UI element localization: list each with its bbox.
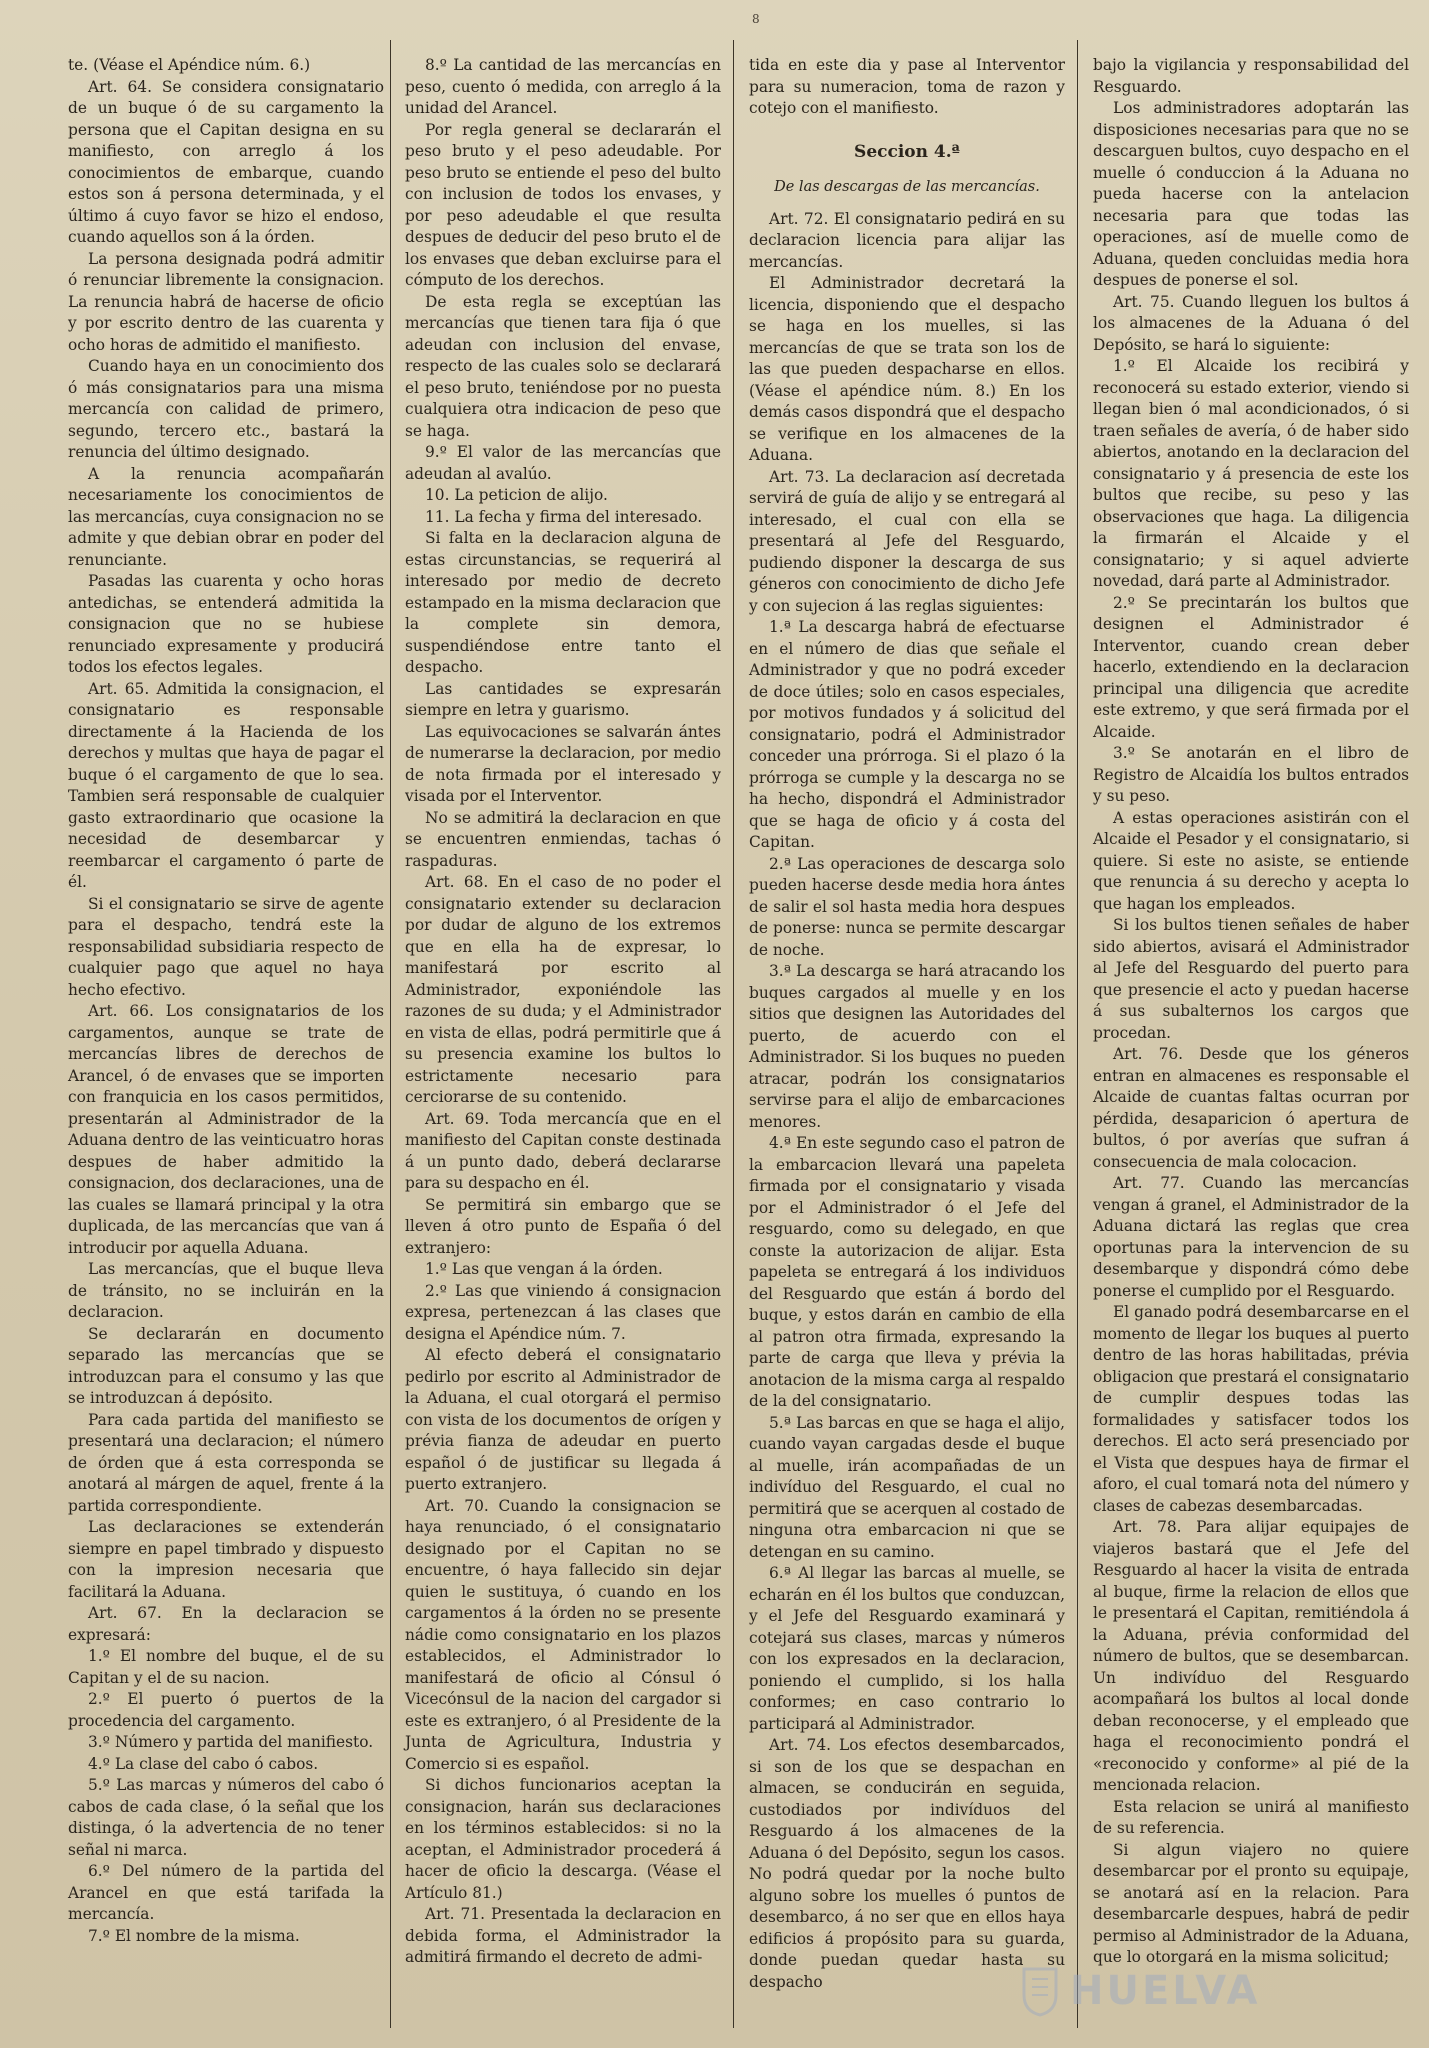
paragraph: 2.º El puerto ó puertos de la procedencia del cargamento. [68,1690,384,1730]
watermark-text: HUELVA [1070,1968,1261,2014]
paragraph: A la renuncia acompañarán necesariamente los conocimientos de las mercancías, cuya consignacion no se admite y que debian obrar en poder del renunciante. [68,464,384,569]
paragraph: Art. 68. En el caso de no poder el consignatario extender su declaracion por dudar de alguno de los extremos que en ella ha de expresar, lo manifestará por escrito al Administrador, exponiéndole las razones de su duda; y el Administrador en vista de ellas, podrá permitirle que á su presencia examine los bultos lo estrictamente necesario para cerciorarse de su contenido. [405,873,721,1106]
paragraph: 1.º Las que vengan á la órden. [425,1260,663,1278]
paragraph: Esta relacion se unirá al manifiesto de su referencia. [1093,1797,1409,1837]
paragraph: 5.º Las marcas y números del cabo ó cabos de cada clase, ó la señal que los distinga, ó la advertencia de no tener señal ni marca. [68,1776,384,1859]
paragraph: Pasadas las cuarenta y ocho horas antedichas, se entenderá admitida la consignacion que no se hubiese renunciado expresamente y producirá todos los efectos legales. [68,572,384,676]
paragraph: Por regla general se declararán el peso bruto y el peso adeudable. Por peso bruto se entiende el peso del bulto con inclusion de todos los envases, y por peso adeudable el que resulta despues de deducir del peso bruto el de los envases que deban excluirse para el cómputo de los derechos. [405,120,721,289]
paragraph: Art. 66. Los consignatarios de los cargamentos, aunque se trate de mercancías libres de derechos de Arancel, ó de envases que se importen con franquicia en los casos permitidos, presentarán al Administrador de la Aduana dentro de las veinticuatro horas despues de haber admitido la consignacion, dos declaraciones, una de las cuales se llamará principal y la otra duplicada, de las mercancías que van á introducir por aquella Aduana. [68,1002,384,1257]
column-rule [390,40,391,2028]
paragraph-continued: bajo la vigilancia y responsabilidad del Resguardo. [1093,56,1409,96]
column-rule [1077,40,1078,2028]
paragraph: Las cantidades se expresarán siempre en letra y guarismo. [405,679,721,719]
paragraph: El Administrador decretará la licencia, disponiendo que el despacho se haga en los muelles, si las mercancías de que se trata son los de las que pueden despacharse en ellos. (Véase el apéndice núm. 8.) En los demás casos dispondrá que el despacho se verifique en los almacenes de la Aduana. [749,274,1065,464]
paragraph-continued: tida en este dia y pase al Interventor para su numeracion, toma de razon y cotejo con el manifiesto. [749,56,1065,117]
paragraph: Se declararán en documento separado las mercancías que se introduzcan para el consumo y las que se introduzcan á depósito. [68,1324,384,1407]
paragraph: 4.º La clase del cabo ó cabos. [88,1754,319,1773]
paragraph: 10. La peticion de alijo. [425,486,608,504]
section-subheading: De las descargas de las mercancías. [774,179,1040,195]
paragraph: Art. 77. Cuando las mercancías vengan á granel, el Administrador de la Aduana dictará las reglas que crea oportunas para la intervencion de su desembarque y dispondrá cómo debe ponerse el cumplido por el Resguardo. [1093,1174,1409,1300]
paragraph: 2.ª Las operaciones de descarga solo pueden hacerse desde media hora ántes de salir el sol hasta media hora despues de ponerse: nunca se permite descargar de noche. [749,854,1065,959]
paragraph: 4.ª En este segundo caso el patron de la embarcacion llevará una papeleta firmada por el consignatario y visada por el Administrador ó el Jefe del resguardo, como su delegado, en que conste la autorizacion de alijar. Esta papeleta se entregará á los individuos del Resguardo que están á bordo del buque, y estos darán en cambio de ella al patron otra firmada, expresando la parte de carga que lleva y prévia la anotacion de la misma carga al respaldo de la del consignatario. [749,1134,1065,1410]
paragraph: Art. 65. Admitida la consignacion, el consignatario es responsable directamente á la Hacienda de los derechos y multas que haya de pagar el buque ó el cargamento de que lo sea. Tambien será responsable de cualquier gasto extraordinario que ocasione la necesidad de desembarcar y reembarcar el cargamento ó parte de él. [68,679,384,891]
paragraph: Las mercancías, que el buque lleva de tránsito, no se incluirán en la declaracion. [68,1260,384,1321]
text-column-4 [1093,55,1409,1969]
text-column-3 [749,55,1065,1993]
text-column-2 [405,55,721,1969]
paragraph: La persona designada podrá admitir ó renunciar libremente la consignacion. La renuncia habrá de hacerse de oficio y por escrito dentro de las cuarenta y ocho horas de admitido el manifiesto. [68,249,384,354]
paragraph: Art. 64. Se considera consignatario de un buque ó de su cargamento la persona que el Capitan designa en su manifiesto, con arreglo á los conocimientos de embarque, cuando estos son á persona determinada, y el último á cuyo favor se hizo el endoso, cuando aquellos son á la órden. [68,77,384,246]
paragraph: 7.º El nombre de la misma. [88,1926,300,1945]
paragraph: Art. 67. En la declaracion se expresará: [68,1604,384,1644]
paragraph: Si falta en la declaracion alguna de estas circunstancias, se requerirá al interesado por medio de decreto estampado en la misma declaracion que la complete sin demora, suspendiéndose entre tanto el despacho. [405,529,721,676]
page-folio: 8 [752,12,760,26]
paragraph: Cuando haya en un conocimiento dos ó más consignatarios para una misma mercancía con calidad de primero, segundo, tercero etc., bastará la renuncia del último designado. [68,357,384,461]
paragraph: Al efecto deberá el consignatario pedirlo por escrito al Administrador de la Aduana, el cual otorgará el permiso con vista de los documentos de orígen y prévia fianza de adeudar en puerto español ó de justificar su llegada á puerto extranjero. [405,1346,721,1493]
archive-watermark [1020,1965,1260,2017]
paragraph: Art. 74. Los efectos desembarcados, si son de los que se despachan en almacen, se conducirán en seguida, custodiados por indivíduos del Resguardo á los almacenes de la Aduana ó del Depósito, segun los casos. No podrá quedar por la noche bulto alguno sobre los muelles ó puntos de desembarco, á no ser que en ellos haya edificios á propósito para su guarda, donde puedan quedar hasta su despacho [749,1736,1065,1991]
paragraph-continued: te. (Véase el Apéndice núm. 6.) [68,56,311,74]
paragraph: 5.ª Las barcas en que se haga el alijo, cuando vayan cargadas desde el buque al muelle, irán acompañadas de un indivíduo del Resguardo, el cual no permitirá que se acerquen al costado de ninguna otra embarcacion ni que se detengan en su camino. [749,1413,1065,1561]
paragraph: El ganado podrá desembarcarse en el momento de llegar los buques al puerto dentro de las horas habilitadas, prévia obligacion que prestará el consignatario de cumplir despues todas las formalidades y satisfacer todos los derechos. El acto será presenciado por el Vista que despues haya de firmar el aforo, el cual tomará nota del número y clases de cabezas desembarcadas. [1093,1303,1409,1515]
paragraph: De esta regla se exceptúan las mercancías que tienen tara fija ó que adeudan con inclusion del envase, respecto de las cuales solo se declarará el peso bruto, teniéndose por no puesta cualquiera otra indicacion de peso que se haga. [405,292,721,440]
paragraph: Si algun viajero no quiere desembarcar por el pronto su equipaje, se anotará así en la relacion. Para desembarcarle despues, habrá de pedir permiso al Administrador de la Aduana, que lo otorgará en la misma solicitud; [1093,1840,1409,1966]
paragraph: 6.ª Al llegar las barcas al muelle, se echarán en él los bultos que conduzcan, y el Jefe del Resguardo examinará y cotejará sus clases, marcas y números con los expresados en la declaracion, poniendo el cumplido, si los halla conformes; en caso contrario lo participará al Administrador. [749,1564,1065,1733]
paragraph: 3.ª La descarga se hará atracando los buques cargados al muelle y en los sitios que designen las Autoridades del puerto, de acuerdo con el Administrador. Si los buques no pueden atracar, podrán los consignatarios servirse para el alijo de embarcaciones menores. [749,962,1065,1131]
paragraph: Se permitirá sin embargo que se lleven á otro punto de España ó del extranjero: [405,1195,721,1257]
paragraph: 2.º Las que viniendo á consignacion expresa, pertenezcan á las clases que designa el Apéndice núm. 7. [405,1281,721,1343]
paragraph: Las declaraciones se extenderán siempre en papel timbrado y dispuesto con la impresion necesaria que facilitará la Aduana. [68,1518,384,1601]
paragraph: 3.º Número y partida del manifiesto. [88,1733,374,1751]
paragraph: Art. 71. Presentada la declaracion en debida forma, el Administrador la admitirá firmando el decreto de admi- [405,1905,721,1966]
paragraph: 6.º Del número de la partida del Arancel en que está tarifada la mercancía. [68,1862,384,1923]
paragraph: 8.º La cantidad de las mercancías en peso, cuento ó medida, con arreglo á la unidad del Arancel. [405,56,721,117]
paragraph: 9.º El valor de las mercancías que adeudan al avalúo. [405,443,721,483]
paragraph: Si el consignatario se sirve de agente para el despacho, tendrá este la responsabilidad subsidiaria respecto de cualquier pago que aquel no haya hecho efectivo. [68,894,384,999]
paragraph: Si dichos funcionarios aceptan la consignacion, harán sus declaraciones en los términos establecidos: si no la aceptan, el Administrador procederá á hacer de oficio la descarga. (Véase el Artículo 81.) [405,1776,721,1902]
paragraph: A estas operaciones asistirán con el Alcaide el Pesador y el consignatario, si quiere. Si este no asiste, se entiende que renuncia á su derecho y acepta lo que hagan los empleados. [1093,808,1409,913]
paragraph: Art. 70. Cuando la consignacion se haya renunciado, ó el consignatario designado por el Capitan no se encuentre, ó haya fallecido sin dejar quien le sustituya, ó cuando en los cargamentos á la órden no se presente nádie como consignatario en los plazos establecidos, el Administrador lo manifestará de oficio al Cónsul ó Vicecónsul de la nacion del cargador si este es extranjero, ó al Presidente de la Junta de Agricultura, Industria y Comercio si es español. [405,1496,721,1773]
crest-icon [1020,1965,1060,2017]
text-column-1 [68,55,384,1947]
paragraph: 1.º El Alcaide los recibirá y reconocerá su estado exterior, viendo si llegan bien ó mal acondicionados, ó si traen señales de avería, ó de haber sido abiertos, anotando en la declaracion del consignatario y á presencia de este los bultos que recibe, su peso y las observaciones que haga. La diligencia la firmarán el Alcaide y el consignatario; y si aquel advierte novedad, dará parte al Administrador. [1093,357,1409,590]
paragraph: Para cada partida del manifiesto se presentará una declaracion; el número de órden que á esta corresponda se anotará al márgen de aquel, frente á la partida correspondiente. [68,1410,384,1515]
paragraph: Art. 76. Desde que los géneros entran en almacenes es responsable el Alcaide de cuantas faltas ocurran por pérdida, desaparicion ó apertura de bultos, ó por averías que sufran á consecuencia de mala colocacion. [1093,1045,1409,1171]
paragraph: 11. La fecha y firma del interesado. [425,507,703,526]
paragraph: Art. 69. Toda mercancía que en el manifiesto del Capitan conste destinada á un punto dado, deberá declararse para su despacho en él. [405,1109,721,1192]
paragraph: 3.º Se anotarán en el libro de Registro de Alcaidía los bultos entrados y su peso. [1093,744,1409,805]
paragraph: 2.º Se precintarán los bultos que designen el Administrador é Interventor, cuando crean deber hacerlo, extendiendo en la declaracion principal una diligencia que acredite este extremo, y que será firmada por el Alcaide. [1093,593,1409,741]
paragraph: Art. 78. Para alijar equipajes de viajeros bastará que el Jefe del Resguardo al hacer la visita de entrada al buque, firme la relacion de ellos que le presentará el Capitan, remitiéndola á la Aduana, prévia conformidad del número de bultos, que se desembarcan. Un indivíduo del Resguardo acompañará los bultos al local donde deban reconocerse, y el empleado que haga el reconocimiento pondrá el «reconocido y conforme» al pié de la mencionada relacion. [1093,1518,1409,1794]
paragraph: Art. 72. El consignatario pedirá en su declaracion licencia para alijar las mercancías. [749,209,1065,271]
paragraph: Las equivocaciones se salvarán ántes de numerarse la declaracion, por medio de nota firmada por el interesado y visada por el Interventor. [405,722,721,805]
paragraph: Si los bultos tienen señales de haber sido abiertos, avisará el Administrador al Jefe del Resguardo del puerto para que presencie el acto y puedan hacerse á sus subalternos los cargos que procedan. [1093,916,1409,1042]
paragraph: Art. 75. Cuando lleguen los bultos á los almacenes de la Aduana ó del Depósito, se hará lo siguiente: [1093,292,1409,354]
paragraph: 1.º El nombre del buque, el de su Capitan y el de su nacion. [68,1647,384,1687]
paragraph: Art. 73. La declaracion así decretada servirá de guía de alijo y se entregará al interesado, el cual con ella se presentará al Jefe del Resguardo, pudiendo disponer la descarga de sus géneros con conocimiento de dicho Jefe y con sujecion á las reglas siguientes: [749,467,1065,615]
paragraph: Los administradores adoptarán las disposiciones necesarias para que no se descarguen bultos, cuyo despacho en el muelle ó conduccion á la Aduana no pueda hacerse con la antelacion necesaria para que todas las operaciones, así de muelle como de Aduana, queden concluidas media hora despues de ponerse el sol. [1093,99,1409,289]
column-rule [733,40,734,2028]
paragraph: 1.ª La descarga habrá de efectuarse en el número de dias que señale el Administrador y que no podrá exceder de doce útiles; solo en casos especiales, por motivos fundados y á solicitud del consignatario, podrá el Administrador conceder una prórroga. Si el plazo ó la prórroga se cumple y la descarga no se ha hecho, dispondrá el Administrador que se haga de oficio y á costa del Capitan. [749,618,1065,851]
paragraph: No se admitirá la declaracion en que se encuentren enmiendas, tachas ó raspaduras. [405,808,721,870]
section-heading: Seccion 4.ª [854,141,960,162]
